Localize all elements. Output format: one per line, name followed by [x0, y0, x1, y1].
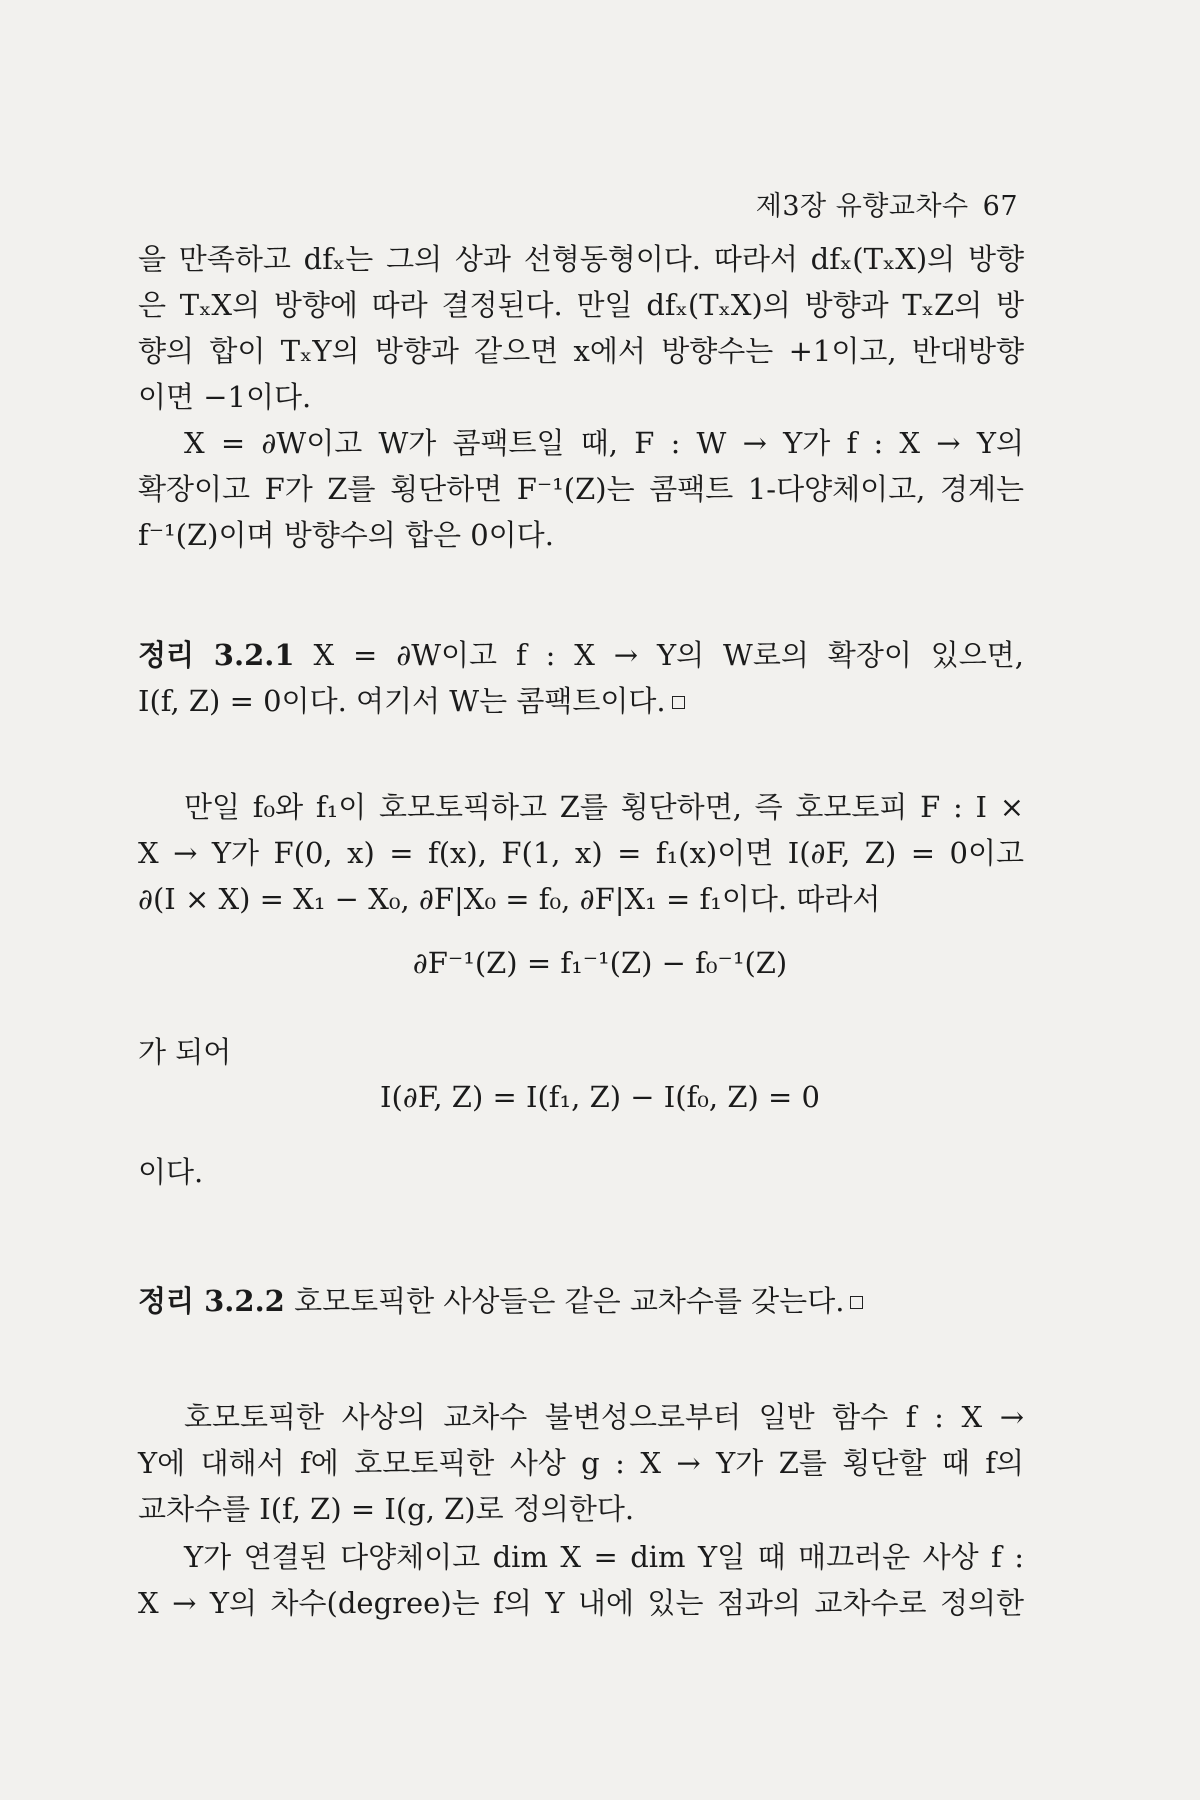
theorem-line — [138, 632, 1024, 678]
theorem-label: 정리 3.2.1 — [138, 638, 295, 672]
text-line: 확장이고 F가 Z를 횡단하면 F⁻¹(Z)는 콤팩트 1-다양체이고, 경계는 — [138, 472, 1024, 506]
text-line: 이면 −1이다. — [138, 380, 312, 414]
theorem-line — [138, 678, 1024, 724]
qed-square-icon — [850, 1296, 863, 1309]
text-line: Y가 연결된 다양체이고 dim X = dim Y일 때 매끄러운 사상 f : — [184, 1540, 1024, 1574]
paragraph-4 — [138, 1394, 1024, 1532]
text-ga-doeeo: 가 되어 — [138, 1035, 232, 1069]
paragraph-1 — [138, 236, 1024, 420]
qed-square-icon — [672, 696, 685, 709]
text-line: 은 TₓX의 방향에 따라 결정된다. 만일 dfₓ(TₓX)의 방향과 TₓZ의 방 — [138, 288, 1024, 322]
paragraph-5 — [138, 1534, 1024, 1626]
theorem-3-2-2 — [138, 1278, 1024, 1324]
page-number: 67 — [982, 191, 1018, 222]
text-line: 만일 f₀와 f₁이 호모토픽하고 Z를 횡단하면, 즉 호모토피 F : I × — [184, 790, 1024, 824]
theorem-text: X = ∂W이고 f : X → Y의 W로의 확장이 있으면, — [313, 638, 1025, 672]
text-line: X → Y의 차수(degree)는 f의 Y 내에 있는 점과의 교차수로 정의한 — [138, 1586, 1024, 1620]
theorem-3-2-1 — [138, 632, 1024, 724]
text-line: 호모토픽한 사상의 교차수 불변성으로부터 일반 함수 f : X → — [184, 1400, 1024, 1434]
text-line: 향의 합이 TₓY의 방향과 같으면 x에서 방향수는 +1이고, 반대방향 — [138, 334, 1024, 368]
paragraph-2 — [138, 420, 1024, 558]
theorem-text: I(f, Z) = 0이다. 여기서 W는 콤팩트이다. — [138, 684, 666, 718]
text-line: X = ∂W이고 W가 콤팩트일 때, F : W → Y가 f : X → Y의 — [184, 426, 1024, 460]
equation-boundary: ∂F⁻¹(Z) = f₁⁻¹(Z) − f₀⁻¹(Z) — [412, 946, 788, 980]
theorem-line — [138, 1278, 1024, 1324]
chapter-title: 제3장 유향교차수 — [755, 191, 969, 222]
paragraph-3 — [138, 784, 1024, 922]
text-line: Y에 대해서 f에 호모토픽한 사상 g : X → Y가 Z를 횡단할 때 f의 — [138, 1446, 1024, 1480]
text-line: X → Y가 F(0, x) = f(x), F(1, x) = f₁(x)이면 I(∂F, Z) = 0이고 — [138, 836, 1024, 870]
text-line: f⁻¹(Z)이며 방향수의 합은 0이다. — [138, 518, 554, 552]
theorem-text: 호모토픽한 사상들은 같은 교차수를 갖는다. — [294, 1284, 845, 1318]
text-ida: 이다. — [138, 1155, 204, 1189]
text-line: 교차수를 I(f, Z) = I(g, Z)로 정의한다. — [138, 1492, 635, 1526]
theorem-label: 정리 3.2.2 — [138, 1284, 285, 1318]
text-line: ∂(I × X) = X₁ − X₀, ∂F|X₀ = f₀, ∂F|X₁ = f₁이다. 따라서 — [138, 882, 881, 916]
text-line: 을 만족하고 dfₓ는 그의 상과 선형동형이다. 따라서 dfₓ(TₓX)의 방향 — [138, 242, 1024, 276]
running-header — [756, 184, 1018, 223]
equation-intersection: I(∂F, Z) = I(f₁, Z) − I(f₀, Z) = 0 — [380, 1080, 820, 1114]
